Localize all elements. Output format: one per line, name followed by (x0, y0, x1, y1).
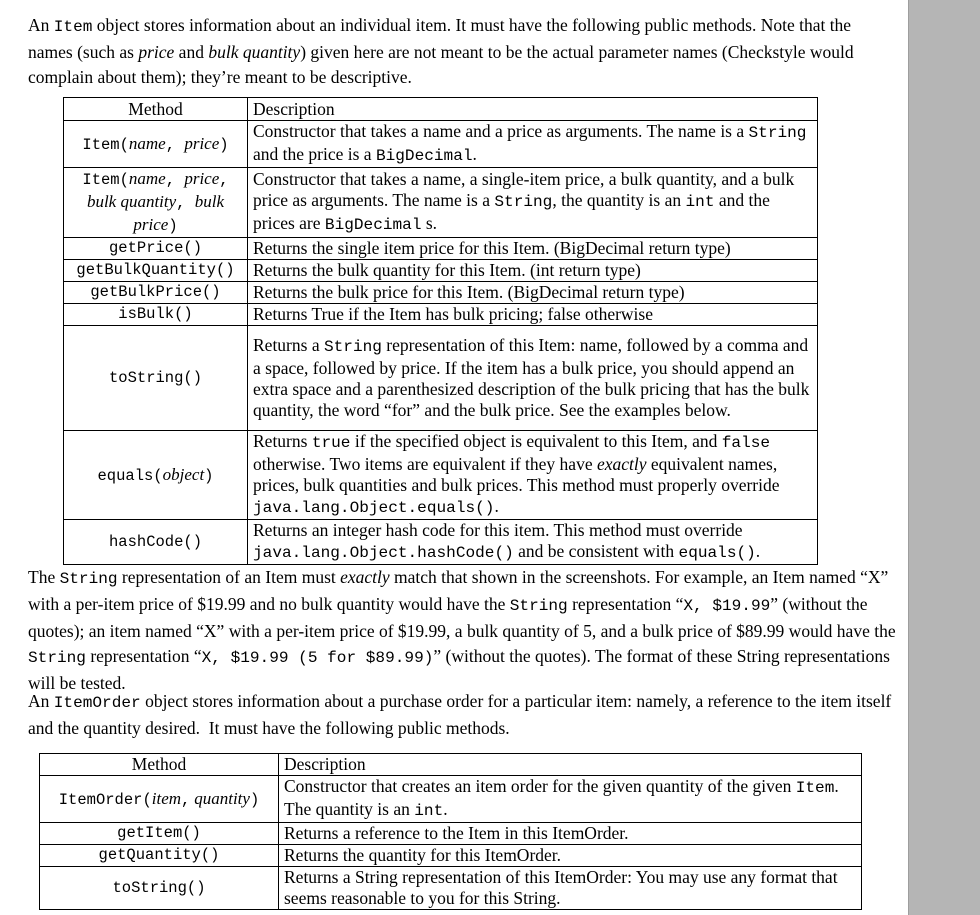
table-header-row (64, 98, 818, 121)
text-run: equals( (97, 466, 163, 485)
intro-paragraph (28, 13, 886, 90)
text-run: and the prices are (253, 190, 770, 233)
text-run: . (472, 144, 477, 164)
text-run: . (755, 541, 761, 561)
method-cell (64, 282, 248, 304)
item-order-paragraph (28, 689, 902, 741)
text-run: int (685, 193, 715, 211)
table-row (64, 168, 818, 238)
text-run: getBulkPrice() (90, 283, 221, 301)
text-run: representation “ (85, 646, 202, 666)
text-run: equals() (678, 544, 756, 562)
description-cell (248, 282, 818, 304)
text-run: ItemOrder( (58, 790, 152, 809)
text-run: , (181, 790, 191, 809)
text-run: X, $19.99 (5 for $89.99) (201, 649, 434, 667)
description-cell (248, 168, 818, 238)
text-run: s. (421, 213, 438, 233)
text-run: Returns a reference to the Item in this ItemOrder. (284, 823, 629, 843)
text-run: Item (53, 18, 93, 36)
text-run: ) given here are not meant to be the actual parameter names (Checkstyle would complain about them); they’re meant to be descriptive. (28, 42, 854, 87)
text-run: Returns a (253, 335, 324, 355)
text-run: getPrice() (108, 239, 202, 257)
method-cell (64, 326, 248, 431)
text-run: , (165, 171, 185, 189)
text-run: , the quantity is an (552, 190, 686, 210)
text-run: ” (without the quotes); an item named “X” with a per-item price of $19.99, a bulk quantity of 5, and a bulk price of $89.99 would have the (28, 594, 896, 641)
text-run: if the specified object is equivalent to this Item, and (350, 431, 722, 451)
description-cell (248, 260, 818, 282)
text-run: and the price is a (253, 144, 376, 164)
method-cell (40, 867, 279, 910)
table-row (64, 326, 818, 431)
text-run: getItem() (117, 824, 201, 842)
text-run: The (28, 567, 60, 587)
method-cell (64, 431, 248, 520)
table-row (40, 845, 862, 867)
method-cell (40, 776, 279, 823)
text-run: bulk quantity (208, 42, 301, 62)
description-cell (279, 823, 862, 845)
text-run: price (138, 42, 175, 62)
table-row (64, 304, 818, 326)
text-run: true (311, 434, 351, 452)
text-run: toString() (108, 368, 202, 387)
description-cell (248, 238, 818, 260)
description-cell (279, 776, 862, 823)
text-run: String (748, 124, 807, 142)
text-run: ItemOrder (53, 694, 141, 712)
text-run: ) (219, 135, 229, 154)
text-run: Item( (82, 171, 129, 189)
text-run: java.lang.Object.hashCode() (253, 544, 514, 562)
text-run: . The quantity is an (284, 776, 844, 819)
item-order-methods-table (39, 753, 862, 910)
text-run: ) (249, 790, 260, 809)
text-run: and be consistent with (513, 541, 679, 561)
method-cell (64, 520, 248, 565)
text-run: Returns the single item price for this Item. (BigDecimal return type) (253, 238, 731, 258)
text-run: String (59, 570, 118, 588)
table-row (64, 282, 818, 304)
string-representation-paragraph (28, 565, 902, 696)
text-run: , (176, 194, 195, 212)
text-run: object stores information about a purchase order for a particular item: namely, a reference to the item itself and the quantity desired. It must have the following public methods. (28, 691, 892, 738)
text-run: Returns the bulk price for this Item. (BigDecimal return type) (253, 282, 685, 302)
method-column-header: Method (64, 98, 248, 121)
text-run: ” (without the quotes). The format of these String representations will be tested. (28, 646, 890, 693)
text-run: toString() (112, 878, 206, 897)
text-run: price (184, 133, 220, 153)
text-run: ) (204, 466, 214, 485)
table-row (40, 867, 862, 910)
text-run: . (494, 496, 499, 516)
description-cell (248, 326, 818, 431)
text-run: String (323, 338, 382, 356)
description-cell (279, 867, 862, 910)
table-row (64, 431, 818, 520)
text-run: representation “ (567, 594, 684, 614)
method-cell (64, 304, 248, 326)
text-run: representation of this Item: name, followed by a comma and a space, followed by price. If the item has a bulk price, you should append an extra space and a parenthesized description of the bulk pricing that has the bulk quantity, the word “for” and the bulk price. See the examples below. (253, 335, 810, 420)
text-run: BigDecimal (324, 216, 422, 234)
text-run: . (443, 799, 448, 819)
text-run: quantity (194, 788, 250, 808)
method-cell (64, 238, 248, 260)
description-column-header: Description (279, 754, 862, 776)
text-run: isBulk() (118, 305, 193, 323)
text-run: price (184, 169, 220, 188)
text-run: Returns the quantity for this ItemOrder. (284, 845, 562, 865)
text-run: hashCode() (108, 532, 202, 551)
text-run: false (721, 434, 771, 452)
text-run: String (509, 597, 568, 615)
text-run: , (165, 135, 185, 154)
text-run: equivalent names, prices, bulk quantities and bulk prices. This method must properly override (253, 454, 780, 495)
table-row (40, 776, 862, 823)
text-run: ) (168, 217, 178, 235)
table-row (64, 520, 818, 565)
text-run: otherwise. Two items are equivalent if they have (253, 454, 597, 474)
text-run: BigDecimal (375, 147, 473, 165)
text-run: String (28, 649, 86, 667)
description-cell (248, 431, 818, 520)
table-row (40, 823, 862, 845)
item-methods-table (63, 97, 818, 565)
text-run: Constructor that takes a name, a single-item price, a bulk quantity, and a bulk price as arguments. The name is a (253, 169, 795, 210)
item-methods-table-body (64, 121, 818, 565)
text-run: item (151, 788, 182, 808)
table-row (64, 121, 818, 168)
text-run: Constructor that creates an item order for the given quantity of the given (284, 776, 796, 796)
table-row (64, 260, 818, 282)
description-cell (248, 520, 818, 565)
text-run: representation of an Item must (117, 567, 341, 587)
text-run: Constructor that takes a name and a price as arguments. The name is a (253, 121, 749, 141)
text-run: Returns True if the Item has bulk pricing; false otherwise (253, 304, 653, 324)
text-run: java.lang.Object.equals() (253, 499, 495, 517)
text-run: An (28, 691, 54, 711)
method-column-header: Method (40, 754, 279, 776)
text-run: and (174, 42, 209, 62)
text-run: object stores information about an individual item. It must have the following public methods. Note that the names (such as (28, 15, 852, 62)
text-run: exactly (596, 454, 647, 474)
description-cell (248, 121, 818, 168)
item-order-table-body (40, 776, 862, 910)
text-run: Returns (253, 431, 312, 451)
method-cell (40, 845, 279, 867)
text-run: bulk quantity (86, 192, 177, 211)
text-run: Returns a String representation of this ItemOrder: You may use any format that seems reasonable to you for this String. (284, 867, 838, 908)
method-cell (64, 260, 248, 282)
table-row (64, 238, 818, 260)
method-cell (64, 168, 248, 238)
text-run: getBulkQuantity() (76, 261, 235, 279)
text-run: An (28, 15, 54, 35)
text-run: , (219, 171, 229, 189)
text-run: name (128, 133, 166, 153)
viewer-gutter (908, 0, 980, 915)
method-cell (40, 823, 279, 845)
text-run: X, $19.99 (683, 597, 771, 615)
text-run: Returns an integer hash code for this item. This method must override (253, 520, 743, 540)
text-run: bulk price (133, 192, 225, 234)
text-run: int (414, 802, 444, 820)
text-run: name (128, 169, 166, 188)
text-run: match that shown in the screenshots. For example, an Item named “X” with a per-item price of $19.99 and no bulk quantity would have the (28, 567, 889, 614)
text-run: String (494, 193, 553, 211)
text-run: getQuantity() (98, 846, 220, 864)
description-cell (248, 304, 818, 326)
description-column-header: Description (248, 98, 818, 121)
text-run: Returns the bulk quantity for this Item. (int return type) (253, 260, 641, 280)
table-header-row (40, 754, 862, 776)
method-cell (64, 121, 248, 168)
text-run: Item( (82, 135, 129, 154)
text-run: Item (795, 779, 835, 797)
description-cell (279, 845, 862, 867)
text-run: object (162, 464, 205, 484)
text-run: exactly (340, 567, 390, 587)
